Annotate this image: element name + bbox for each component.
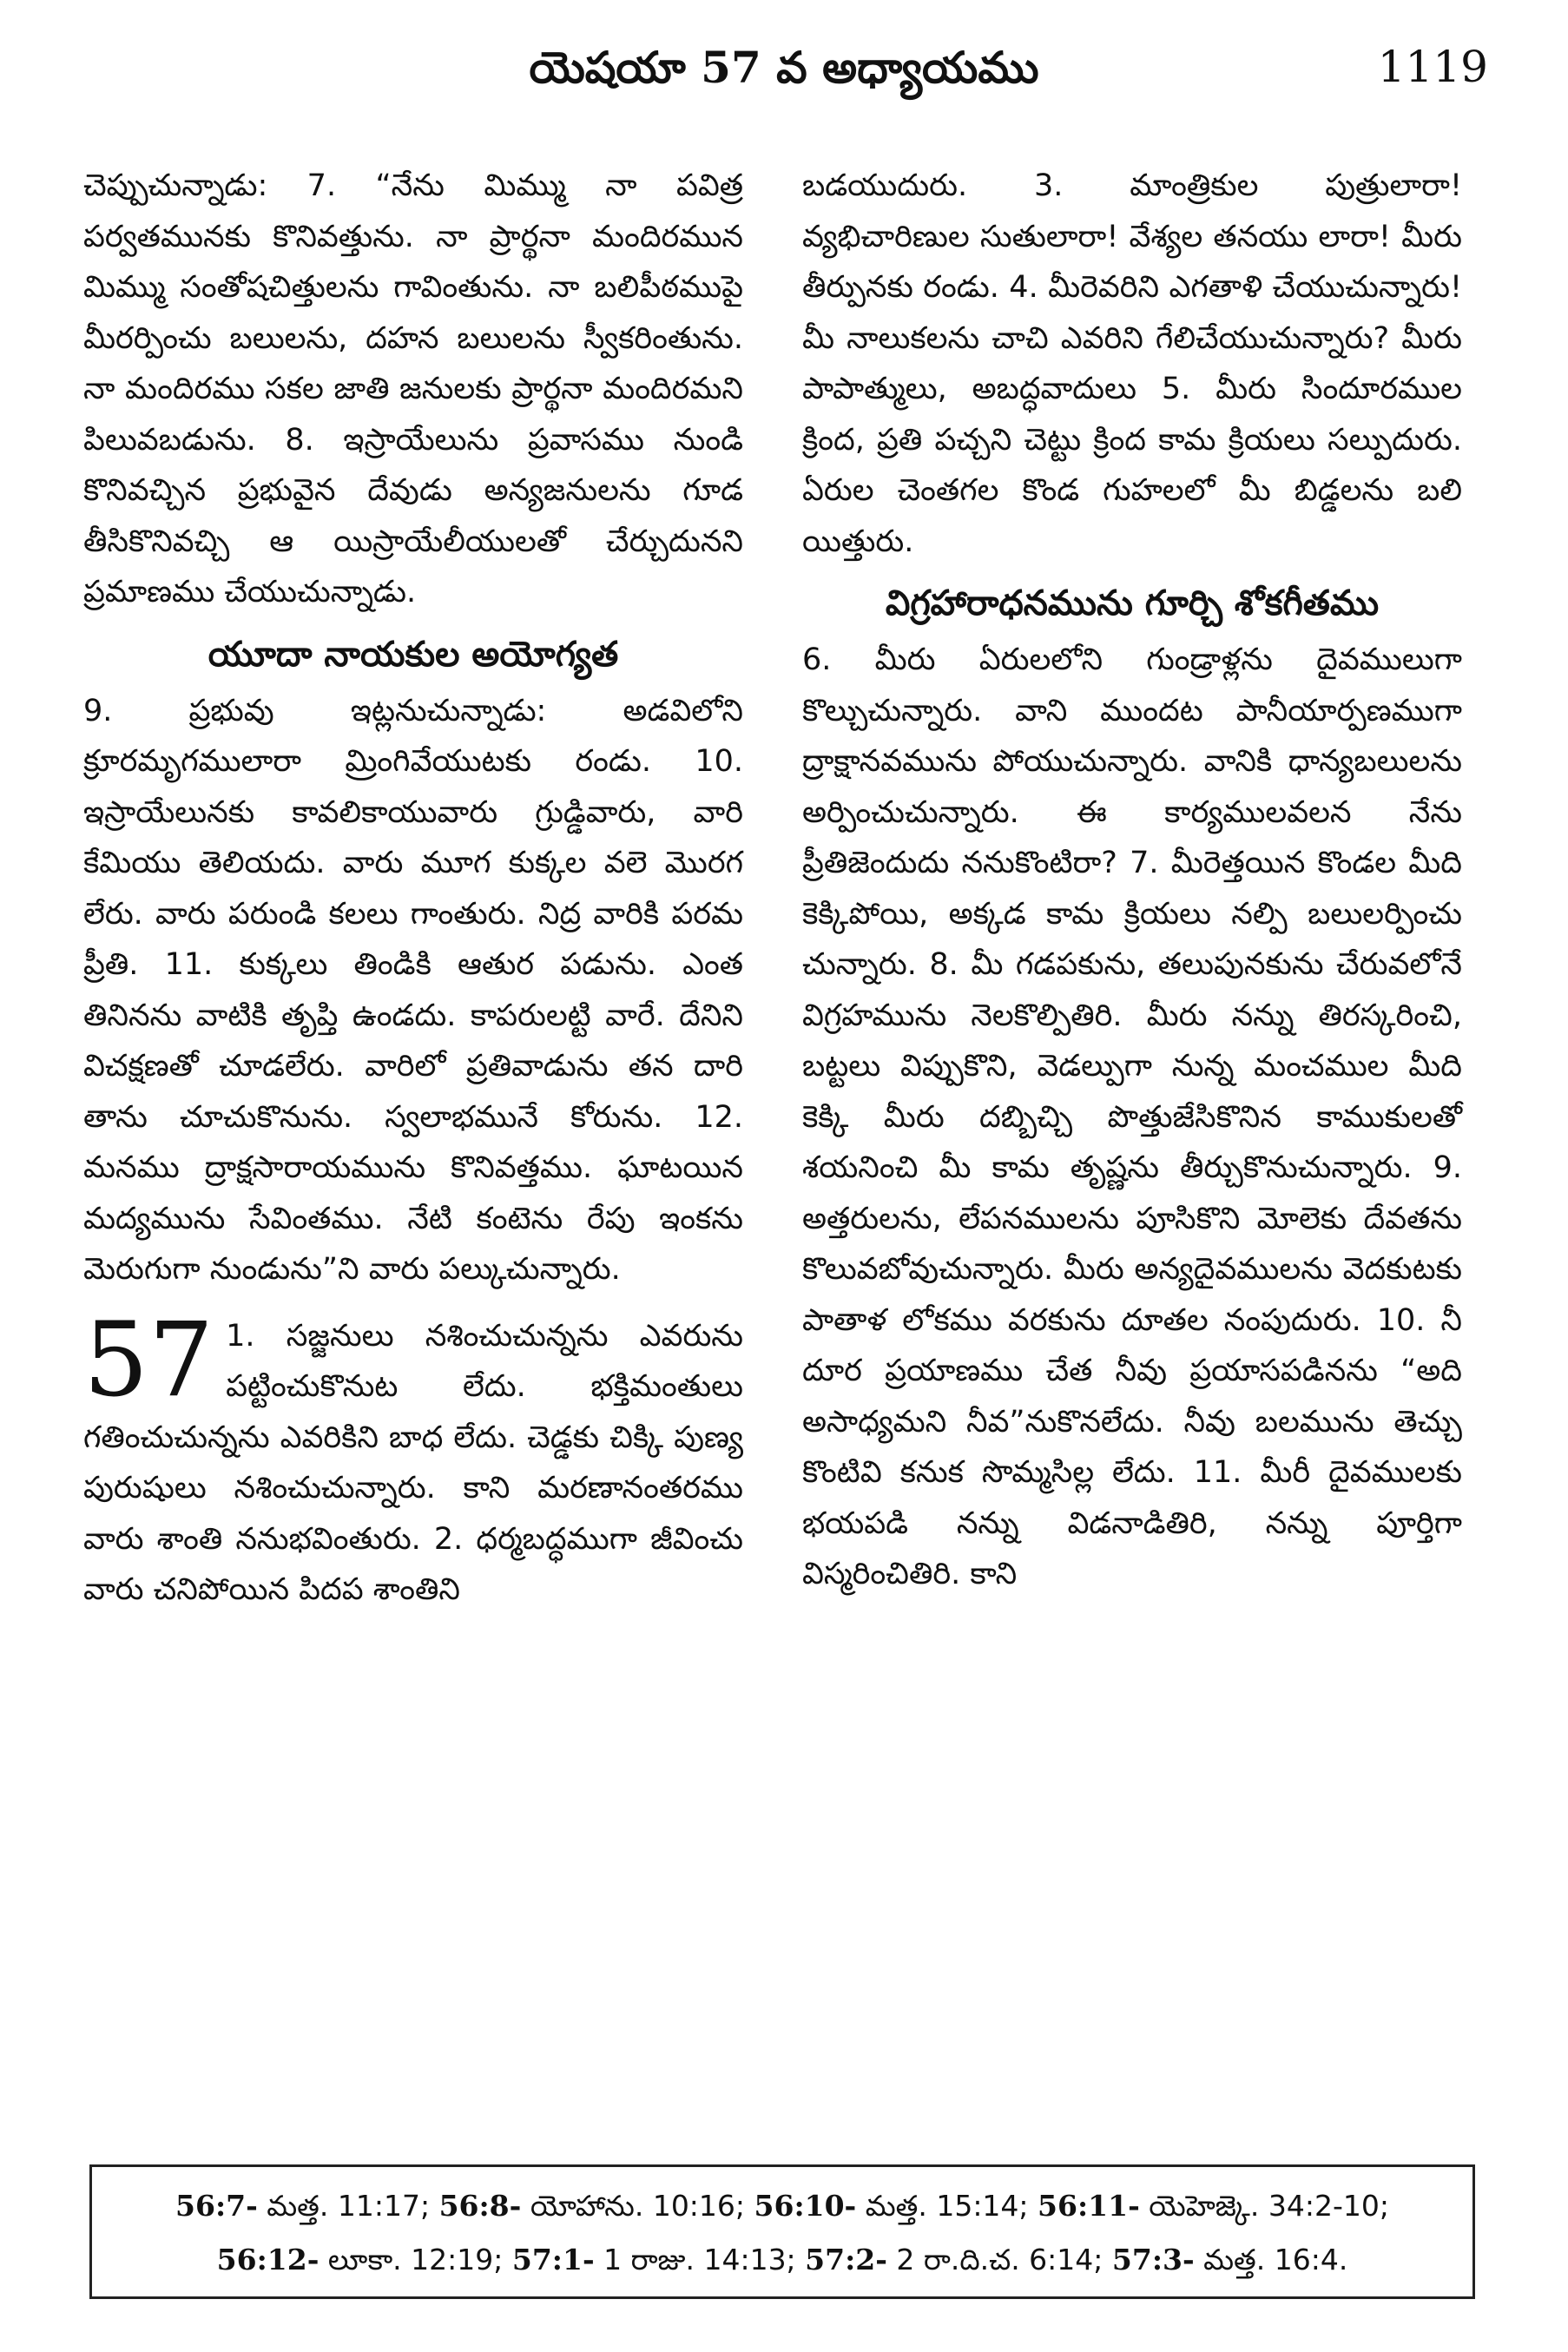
verse-paragraph: బడయుదురు. 3. మాంత్రికుల పుత్రులారా! వ్యభిచారిణుల సుతులారా! వేశ్యల తనయు లారా! మీరు తీర్పునకు రండు. 4. మీరెవరిని ఎగతాళి చేయుచున్నారు! మీ నాలుకలను చాచి ఎవరిని గేలిచేయుచున్నారు? మీరు పాపాత్ములు, అబద్ధవాదులు 5. మీరు సిందూరముల క్రింద, ప్రతి పచ్చని చెట్టు క్రింద కామ క్రియలు సల్పుదురు. ఏరుల చెంతగల కొండ గుహలలో మీ బిడ్డలను బలి యిత్తురు. [802,168,1462,559]
cross-reference-text: మత్త. 11:17; [257,2189,439,2223]
chapter-number: 57 [83,1299,214,1420]
chapter-title: యెషయా 57 వ అధ్యాయము [529,42,1039,93]
page-header [69,42,1499,111]
left-column [83,161,743,1616]
right-column [802,161,1462,1600]
cross-reference-key: 57:3- [1111,2243,1195,2276]
page-number: 1119 [1377,42,1488,92]
verse-paragraph: 9. ప్రభువు ఇట్లనుచున్నాడు: అడవిలోని క్రూరమృగములారా మ్రింగివేయుటకు రండు. 10. ఇస్రాయేలునకు కావలికాయువారు గ్రుడ్డివారు, వారి కేమియు తెలియదు. వారు మూగ కుక్కల వలె మొరగ లేరు. వారు పరుండి కలలు గాంతురు. నిద్ర వారికి పరమ ప్రీతి. 11. కుక్కలు తిండికి ఆతుర పడును. ఎంత తినినను వాటికి తృప్తి ఉండదు. కాపరులట్టి వారే. దేనిని విచక్షణతో చూడలేరు. వారిలో ప్రతివాడును తన దారి తాను చూచుకొనును. స్వలాభమునే కోరును. 12. మనము ద్రాక్షసారాయమును కొనివత్తము. ఘాటయిన మద్యమును సేవింతము. నేటి కంటెను రేపు ఇంకను మెరుగుగా నుండును”ని వారు పల్కుచున్నారు. [83,693,743,1287]
cross-reference-text: యోహాను. 10:16; [521,2189,754,2223]
cross-reference-text: 1 రాజు. 14:13; [594,2243,806,2276]
cross-reference-text: మత్త. 16:4. [1194,2243,1348,2276]
cross-reference-text: లూకా. 12:19; [319,2243,512,2276]
cross-reference-key: 56:12- [216,2243,320,2276]
verse-paragraph: 6. మీరు ఏరులలోని గుండ్రాళ్లను దైవములుగా కొల్చుచున్నారు. వాని ముందట పానీయార్పణముగా ద్రాక్షానవమును పోయుచున్నారు. వానికి ధాన్యబలులను అర్పించుచున్నారు. ఈ కార్యములవలన నేను ప్రీతిజెందుదు ననుకొంటిరా? 7. మీరెత్తయిన కొండల మీది కెక్కిపోయి, అక్కడ కామ క్రియలు నల్పి బలులర్పించు చున్నారు. 8. మీ గడపకును, తలుపునకును చేరువలోనే విగ్రహమును నెలకొల్పితిరి. మీరు నన్ను తిరస్కరించి, బట్టలు విప్పుకొని, వెడల్పుగా నున్న మంచముల మీది కెక్కి మీరు దబ్బిచ్చి పొత్తుజేసికొనిన కాముకులతో శయనించి మీ కామ తృష్ణను తీర్చుకొనుచున్నారు. 9. అత్తరులను, లేపనములను పూసికొని మోలెకు దేవతను కొలువబోవుచున్నారు. మీరు అన్యదైవములను వెదకుటకు పాతాళ లోకము వరకును దూతల నంపుదురు. 10. నీ దూర ప్రయాణము చేత నీవు ప్రయాసపడినను “అది అసాధ్యమని నీవ”నుకొనలేదు. నీవు బలమును తెచ్చు కొంటివి కనుక సొమ్మసిల్ల లేదు. 11. మీరీ దైవములకు భయపడి నన్ను విడనాడితిరి, నన్ను పూర్తిగా విస్మరించితిరి. కాని [802,642,1462,1591]
cross-reference-key: 57:2- [805,2243,887,2276]
cross-reference-key: 57:1- [511,2243,595,2276]
cross-reference-text: 2 రా.ది.చ. 6:14; [886,2243,1112,2276]
verse-paragraph: చెప్పుచున్నాడు: 7. “నేను మిమ్ము నా పవిత్ర పర్వతమునకు కొనివత్తును. నా ప్రార్థనా మందిరమున మిమ్ము సంతోషచిత్తులను గావింతును. నా బలిపీఠముపై మీరర్పించు బలులను, దహన బలులను స్వీకరింతును. నా మందిరము సకల జాతి జనులకు ప్రార్థనా మందిరమని పిలువబడును. 8. ఇస్రాయేలును ప్రవాసము నుండి కొనివచ్చిన ప్రభువైన దేవుడు అన్యజనులను గూడ తీసికొనివచ్చి ఆ యిస్రాయేలీయులతో చేర్చుదునని ప్రమాణము చేయుచున్నాడు. [83,168,743,609]
section-heading: యూదా నాయకుల అయోగ్యత [208,634,619,675]
verse-paragraph: 1. సజ్జనులు నశించుచున్నను ఎవరును పట్టించుకొనుట లేదు. భక్తిమంతులు గతించుచున్నను ఎవరికిని బాధ లేదు. చెడ్డకు చిక్కి పుణ్య పురుషులు నశించుచున్నారు. కాని మరణానంతరము వారు శాంతి ననుభవింతురు. 2. ధర్మబద్ధముగా జీవించు వారు చనిపోయిన పిదప శాంతిని [83,1318,743,1607]
cross-reference-box [89,2164,1475,2299]
cross-reference-key: 56:10- [754,2189,857,2223]
chapter-start-paragraph [83,1299,743,1616]
cross-reference-line [109,2179,1455,2233]
cross-reference-key: 56:8- [438,2189,522,2223]
cross-reference-text: యెహెజ్కె. 34:2-10; [1139,2189,1389,2223]
cross-reference-key: 56:11- [1038,2189,1140,2223]
section-heading: విగ్రహారాధనమును గూర్చి శోకగీతము [885,583,1380,623]
cross-reference-text: మత్త. 15:14; [856,2189,1038,2223]
cross-reference-line [109,2233,1455,2287]
cross-reference-key: 56:7- [175,2189,258,2223]
